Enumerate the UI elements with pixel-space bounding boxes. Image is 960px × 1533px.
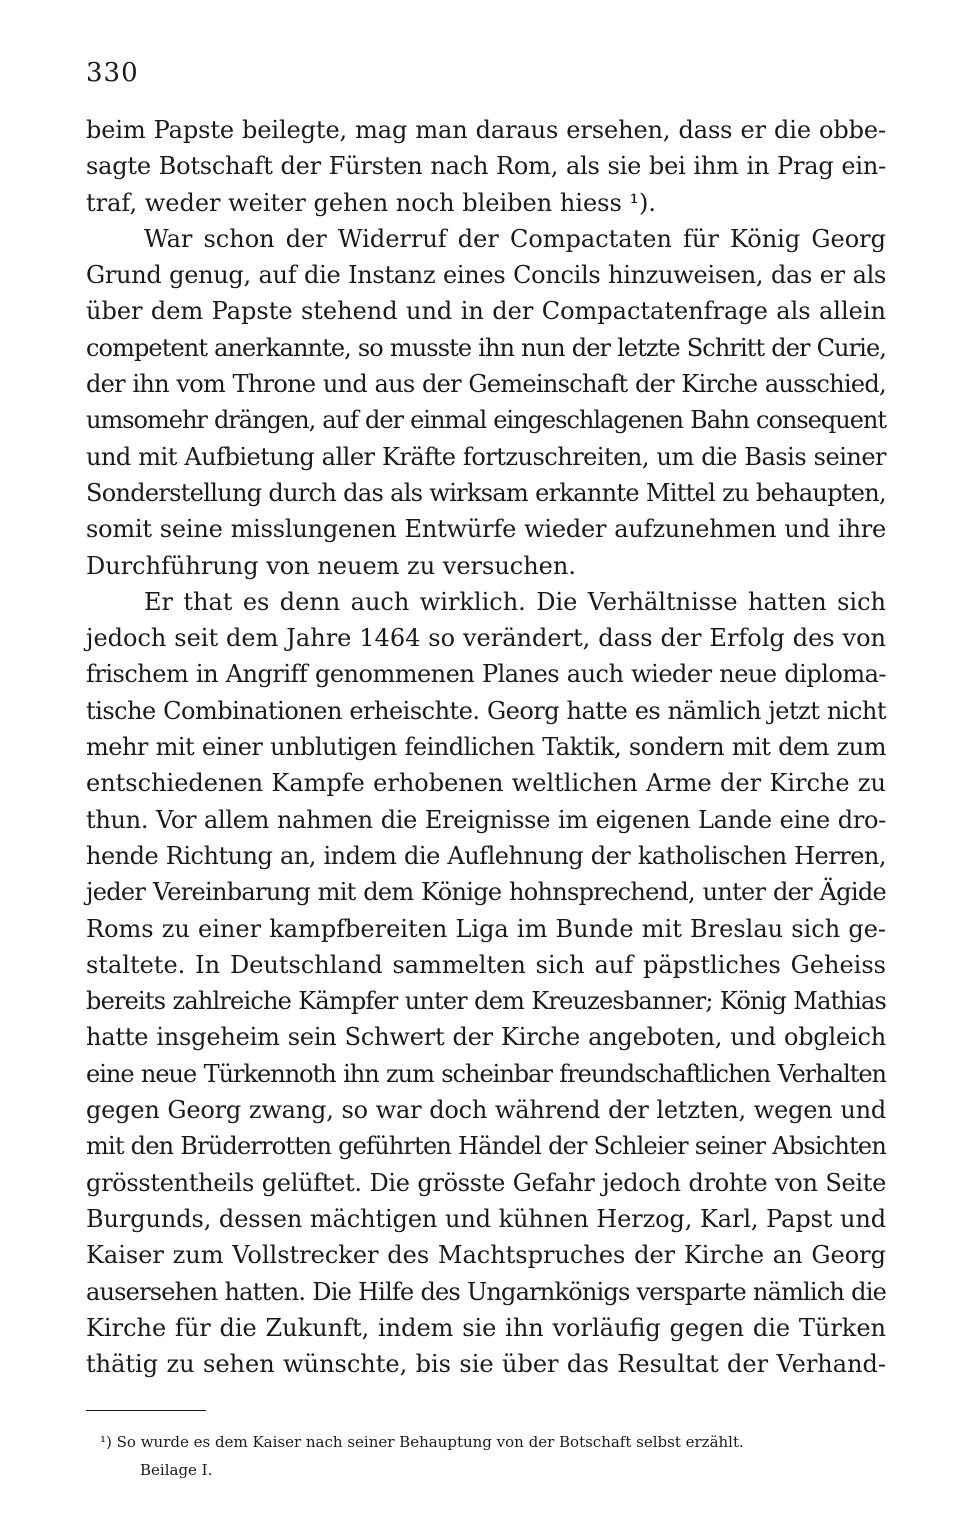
text-line: somit seine misslungenen Entwürfe wieder aufzunehmen und ihre bbox=[86, 515, 886, 544]
footnote-line: ¹) So wurde es dem Kaiser nach seiner Behauptung von der Botschaft selbst erzählt. bbox=[100, 1433, 744, 1451]
text-line: bereits zahlreiche Kämpfer unter dem Kreuzesbanner; König Mathias bbox=[86, 987, 886, 1016]
text-line: tische Combinationen erheischte. Georg hatte es nämlich jetzt nicht bbox=[86, 696, 886, 725]
text-line: Sonderstellung durch das als wirksam erkannte Mittel zu behaupten, bbox=[86, 478, 886, 507]
text-line: eine neue Türkennoth ihn zum scheinbar freundschaftlichen Verhalten bbox=[86, 1059, 886, 1088]
text-line: beim Papste beilegte, mag man daraus ersehen, dass er die obbe- bbox=[86, 116, 886, 144]
text-line: traf, weder weiter gehen noch bleiben hiess ¹). bbox=[86, 188, 657, 217]
text-line: Roms zu einer kampfbereiten Liga im Bunde mit Breslau sich ge- bbox=[86, 914, 886, 943]
text-line: umsomehr drängen, auf der einmal eingeschlagenen Bahn consequent bbox=[86, 406, 886, 435]
footnote-line: Beilage I. bbox=[140, 1461, 213, 1479]
text-line: entschiedenen Kampfe erhobenen weltlichen Arme der Kirche zu bbox=[86, 769, 886, 798]
text-line: grösstentheils gelüftet. Die grösste Gefahr jedoch drohte von Seite bbox=[86, 1168, 886, 1197]
text-line: staltete. In Deutschland sammelten sich auf päpstliches Geheiss bbox=[86, 950, 886, 979]
text-line: mehr mit einer unblutigen feindlichen Taktik, sondern mit dem zum bbox=[86, 733, 886, 762]
text-line: hatte insgeheim sein Schwert der Kirche angeboten, und obgleich bbox=[86, 1023, 886, 1052]
text-line: Kaiser zum Vollstrecker des Machtspruches der Kirche an Georg bbox=[86, 1241, 886, 1270]
text-line: der ihn vom Throne und aus der Gemeinschaft der Kirche ausschied, bbox=[86, 370, 886, 399]
text-line: Burgunds, dessen mächtigen und kühnen Herzog, Karl, Papst und bbox=[86, 1204, 886, 1233]
text-line: jedoch seit dem Jahre 1464 so verändert, dass der Erfolg des von bbox=[86, 624, 886, 653]
text-line: Er that es denn auch wirklich. Die Verhältnisse hatten sich bbox=[144, 587, 886, 616]
text-line: jeder Vereinbarung mit dem Könige hohnsprechend, unter der Ägide bbox=[86, 878, 886, 907]
text-line: ausersehen hatten. Die Hilfe des Ungarnkönigs versparte nämlich die bbox=[86, 1277, 886, 1306]
text-line: sagte Botschaft der Fürsten nach Rom, als sie bei ihm in Prag ein- bbox=[86, 152, 886, 181]
text-line: über dem Papste stehend und in der Compactatenfrage als allein bbox=[86, 297, 886, 326]
text-line: und mit Aufbietung aller Kräfte fortzuschreiten, um die Basis seiner bbox=[86, 442, 886, 471]
text-line: competent anerkannte, so musste ihn nun der letzte Schritt der Curie, bbox=[86, 333, 886, 362]
page-number: 330 bbox=[86, 58, 139, 88]
text-line: mit den Brüderrotten geführten Händel der Schleier seiner Absichten bbox=[86, 1132, 886, 1161]
text-line: Grund genug, auf die Instanz eines Concils hinzuweisen, das er als bbox=[86, 261, 886, 290]
text-line: hende Richtung an, indem die Auflehnung der katholischen Herren, bbox=[86, 841, 886, 870]
body-text bbox=[86, 112, 886, 1382]
footnote-divider bbox=[86, 1410, 206, 1411]
text-line: War schon der Widerruf der Compactaten für König Georg bbox=[144, 224, 886, 253]
text-line: Durchführung von neuem zu versuchen. bbox=[86, 551, 576, 580]
text-line: frischem in Angriff genommenen Planes auch wieder neue diploma- bbox=[86, 660, 886, 689]
text-line: thun. Vor allem nahmen die Ereignisse im eigenen Lande eine dro- bbox=[86, 805, 886, 834]
text-line: Kirche für die Zukunft, indem sie ihn vorläufig gegen die Türken bbox=[86, 1313, 886, 1342]
text-line: thätig zu sehen wünschte, bis sie über das Resultat der Verhand- bbox=[86, 1350, 886, 1379]
footnotes bbox=[100, 1428, 900, 1484]
text-line: gegen Georg zwang, so war doch während der letzten, wegen und bbox=[86, 1096, 886, 1125]
